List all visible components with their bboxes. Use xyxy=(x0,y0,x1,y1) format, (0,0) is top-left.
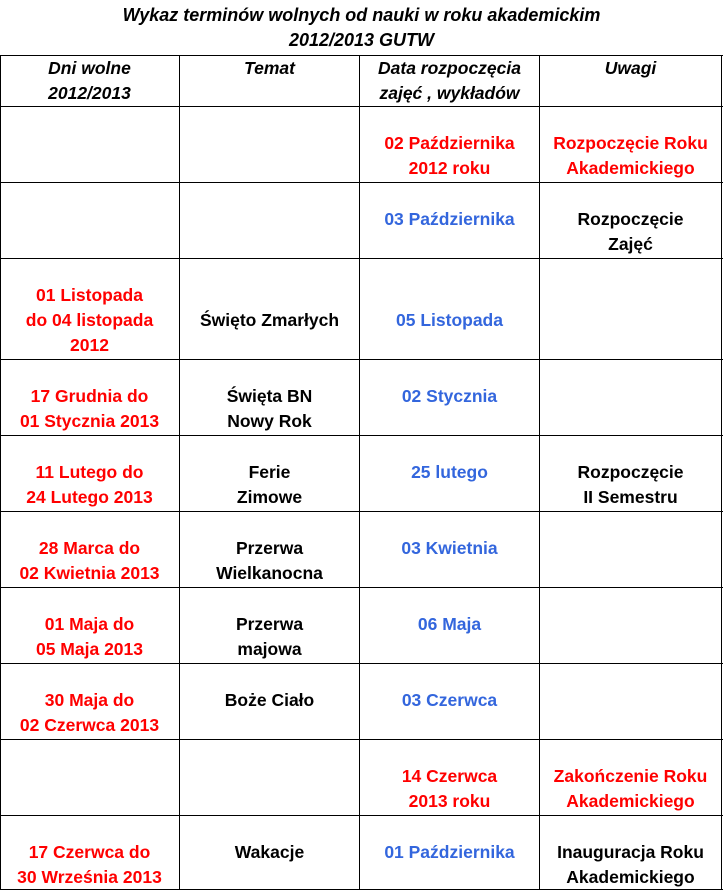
title-line-1: Wykaz terminów wolnych od nauki w roku akademickim xyxy=(122,5,601,25)
table-cell-uwagi: Rozpoczęcie II Semestru xyxy=(577,462,684,507)
row-divider xyxy=(0,435,723,436)
table-cell-uwagi: Zakończenie Roku Akademickiego xyxy=(553,766,708,811)
row-divider xyxy=(0,587,723,588)
table-cell-dni-wolne: 01 Listopada do 04 listopada 2012 xyxy=(25,285,154,355)
row-divider xyxy=(0,258,723,259)
table-cell-data: 02 Października 2012 roku xyxy=(384,133,515,178)
table-cell-dni-wolne: 28 Marca do 02 Kwietnia 2013 xyxy=(19,538,160,583)
row-divider xyxy=(0,182,723,183)
table-cell-dni-wolne: 17 Czerwca do 30 Września 2013 xyxy=(17,842,162,887)
table-cell-data: 14 Czerwca 2013 roku xyxy=(401,766,498,811)
table-cell-temat: Przerwa majowa xyxy=(235,614,304,659)
document-title xyxy=(0,0,723,56)
row-divider xyxy=(0,739,723,740)
table-cell-dni-wolne: 01 Maja do 05 Maja 2013 xyxy=(35,614,144,659)
table-cell-data: 03 Października xyxy=(384,209,515,229)
table-cell-data: 01 Października xyxy=(384,842,515,862)
header-divider xyxy=(0,106,723,107)
row-divider xyxy=(0,815,723,816)
table-cell-data: 03 Czerwca xyxy=(401,690,498,710)
table-cell-temat: Wakacje xyxy=(234,842,305,862)
header-data-rozpoczecia: Data rozpoczęcia zajęć , wykładów xyxy=(378,58,521,103)
table-cell-dni-wolne: 17 Grudnia do 01 Stycznia 2013 xyxy=(19,386,160,431)
row-divider xyxy=(0,359,723,360)
table-cell-temat: Ferie Zimowe xyxy=(236,462,303,507)
row-divider xyxy=(0,511,723,512)
table-cell-uwagi: Rozpoczęcie Roku Akademickiego xyxy=(553,133,708,178)
table-cell-temat: Święto Zmarłych xyxy=(199,310,340,330)
table-cell-temat: Boże Ciało xyxy=(224,690,315,710)
schedule-table xyxy=(0,55,723,890)
table-cell-dni-wolne: 11 Lutego do 24 Lutego 2013 xyxy=(26,462,153,507)
table-cell-temat: Przerwa Wielkanocna xyxy=(216,538,323,583)
row-divider xyxy=(0,663,723,664)
table-cell-uwagi: Inauguracja Roku Akademickiego xyxy=(557,842,704,887)
title-line-2: 2012/2013 GUTW xyxy=(288,30,435,50)
table-cell-data: 05 Listopada xyxy=(396,310,503,330)
table-cell-dni-wolne: 30 Maja do 02 Czerwca 2013 xyxy=(19,690,160,735)
header-temat: Temat xyxy=(244,58,295,78)
header-dni-wolne: Dni wolne 2012/2013 xyxy=(48,58,131,103)
table-cell-data: 02 Stycznia xyxy=(401,386,498,406)
table-cell-uwagi: Rozpoczęcie Zajęć xyxy=(577,209,684,254)
header-uwagi: Uwagi xyxy=(604,58,657,78)
table-cell-data: 25 lutego xyxy=(411,462,488,482)
table-cell-temat: Święta BN Nowy Rok xyxy=(226,386,313,431)
table-cell-data: 06 Maja xyxy=(417,614,482,634)
table-cell-data: 03 Kwietnia xyxy=(401,538,498,558)
table-border-right xyxy=(721,55,722,890)
